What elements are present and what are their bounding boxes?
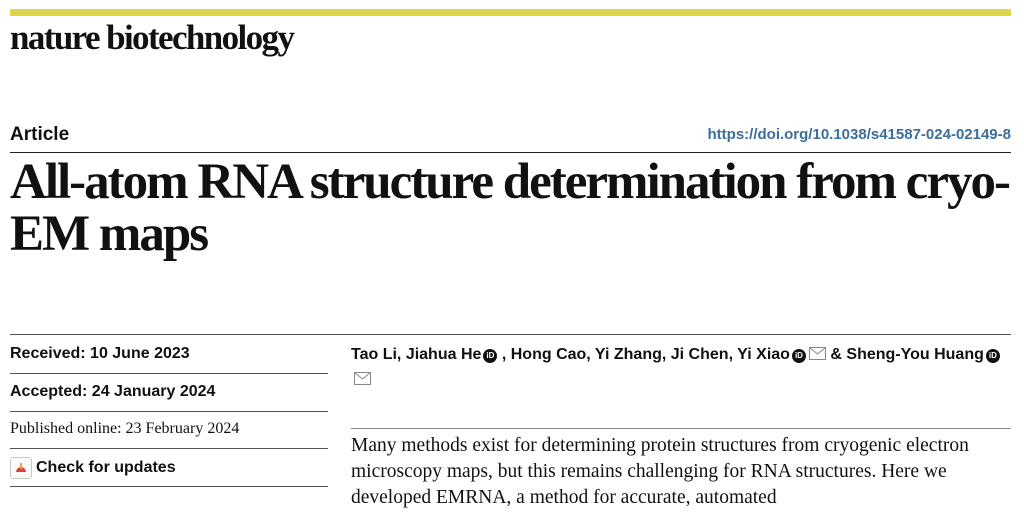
orcid-icon[interactable]: iD <box>792 349 806 363</box>
divider <box>10 411 328 412</box>
divider <box>10 448 328 449</box>
abstract: Many methods exist for determining protein structures from cryogenic electron microscopy maps, but this remains challenging for RNA structures. Here we developed EMRNA, a method for accurate, automated <box>351 435 969 508</box>
author-name[interactable]: Yi Zhang <box>594 346 662 363</box>
title-divider <box>10 152 1011 153</box>
author-separator: , <box>661 346 671 363</box>
divider <box>10 373 328 374</box>
journal-name[interactable]: nature biotechnology <box>10 18 294 57</box>
check-updates-label: Check for updates <box>36 459 176 476</box>
author-separator: & <box>825 346 847 363</box>
check-updates-icon <box>10 457 32 479</box>
abstract-divider <box>351 428 1011 429</box>
author-separator: , <box>728 346 738 363</box>
author-name[interactable]: Jiahua He <box>405 346 482 363</box>
author-separator: , <box>586 346 595 363</box>
doi-link[interactable]: https://doi.org/10.1038/s41587-024-02149-8 <box>707 126 1011 143</box>
email-icon[interactable] <box>809 347 826 360</box>
author-list <box>351 342 1011 392</box>
author-name[interactable]: Hong Cao <box>510 346 587 363</box>
received-date: Received: 10 June 2023 <box>10 345 190 362</box>
author-name[interactable]: Tao Li <box>351 346 397 363</box>
orcid-icon[interactable]: iD <box>483 349 497 363</box>
orcid-icon[interactable]: iD <box>986 349 1000 363</box>
check-for-updates-button[interactable] <box>10 457 176 479</box>
divider <box>10 486 328 487</box>
accepted-date: Accepted: 24 January 2024 <box>10 383 216 400</box>
meta-divider <box>10 334 1011 335</box>
author-separator: , <box>497 346 511 363</box>
article-title: All-atom RNA structure determination from cryo-EM maps <box>10 154 1009 262</box>
author-name[interactable]: Yi Xiao <box>737 346 790 363</box>
author-separator: , <box>396 346 406 363</box>
author-name[interactable]: Sheng-You Huang <box>846 346 984 363</box>
article-type: Article <box>10 124 70 145</box>
journal-accent-bar <box>10 9 1011 16</box>
author-name[interactable]: Ji Chen <box>670 346 729 363</box>
email-icon[interactable] <box>354 372 371 385</box>
published-date: Published online: 23 February 2024 <box>10 420 240 437</box>
